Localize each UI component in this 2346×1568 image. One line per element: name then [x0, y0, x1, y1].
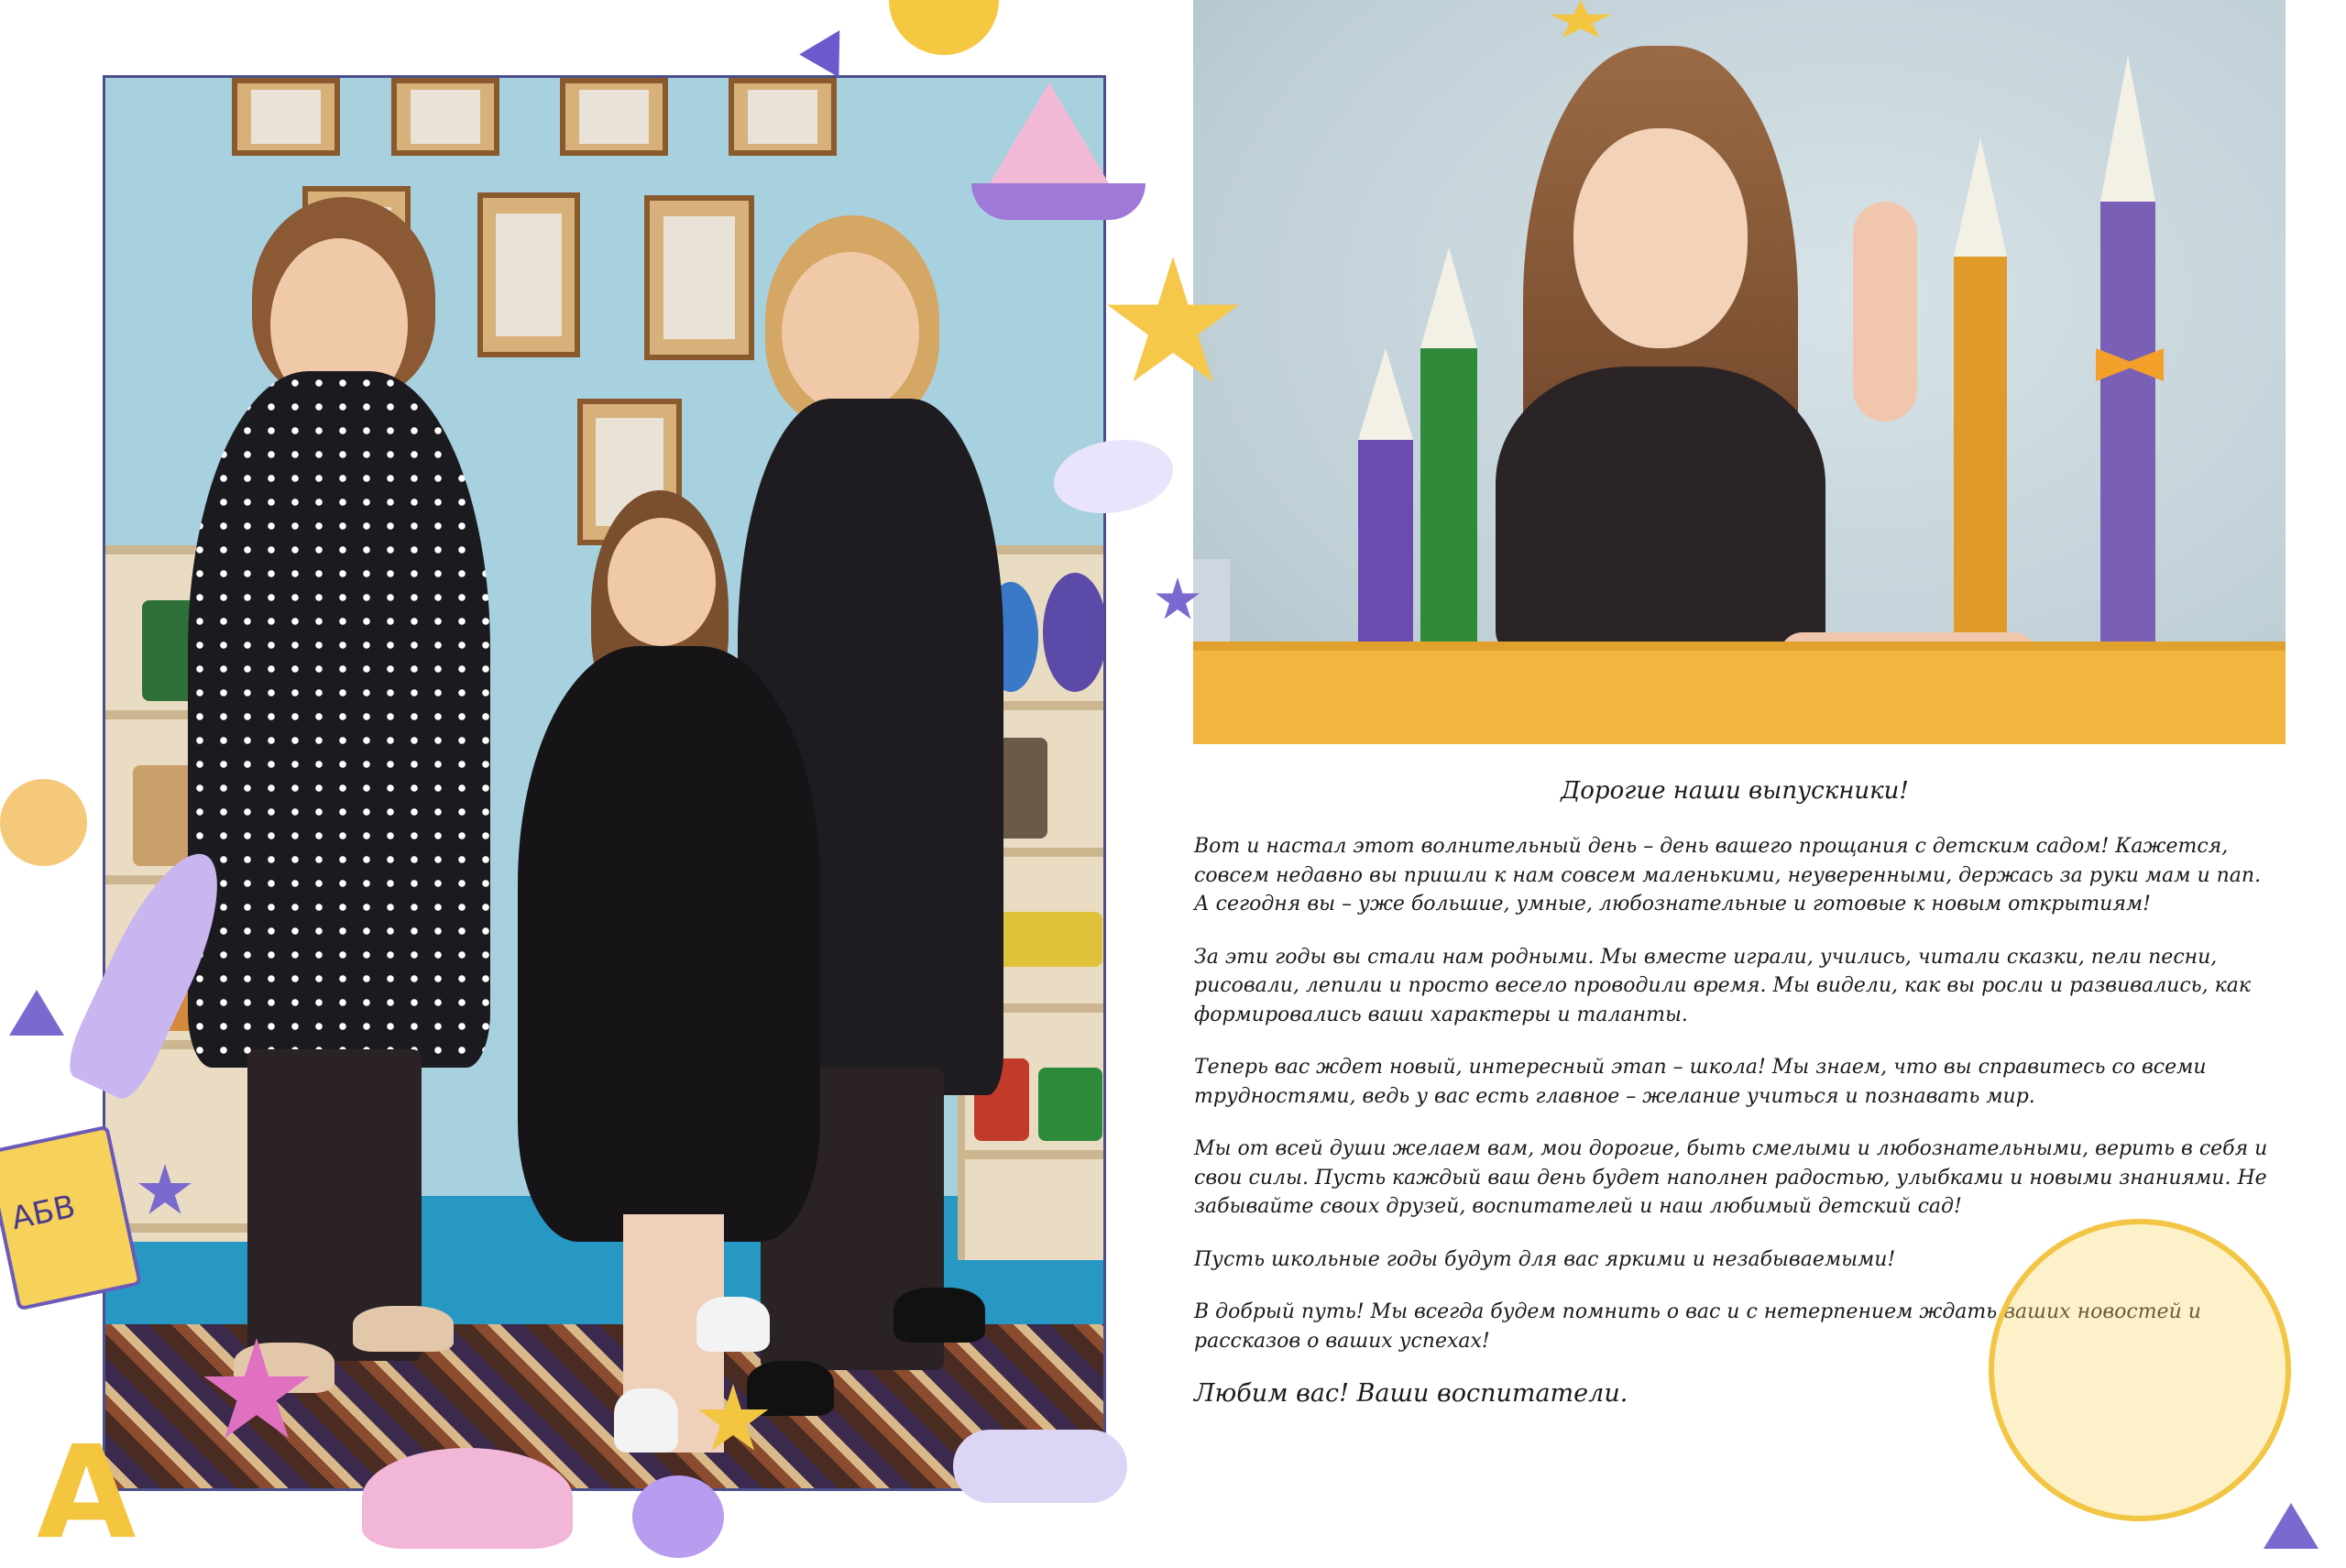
letter-paragraph: Пусть школьные годы будут для вас яркими и незабываемыми!	[1194, 1247, 1896, 1271]
globe-doodle-icon	[1989, 1219, 2291, 1521]
book-letters: АБВ	[7, 1188, 79, 1238]
letter-paragraph: Теперь вас ждет новый, интересный этап – школа! Мы знаем, что вы справитесь со всеми трудностями, ведь у вас есть главное – желание учиться и познавать мир.	[1194, 1056, 2207, 1108]
raised-hand	[1853, 202, 1917, 422]
girl-face	[1573, 128, 1748, 348]
letter-signature: Любим вас! Ваши воспитатели.	[1194, 1379, 1628, 1408]
portrait	[644, 195, 754, 360]
portrait	[560, 78, 668, 156]
girl-dress	[1496, 367, 1825, 660]
triangle-doodle-icon	[9, 990, 64, 1036]
pencil-decoration	[1420, 247, 1477, 660]
portrait	[232, 78, 340, 156]
letter-paragraph: Мы от всей души желаем вам, мои дорогие, быть смелыми и любознательными, верить в себя и свои силы. Пусть каждый ваш день будет наполнен радостью, улыбками и новыми знаниями. Не забывайте своих друзей, воспитателей и наш любимый детский сад!	[1194, 1137, 2268, 1218]
pencil-decoration	[1358, 348, 1413, 660]
kite-doodle-icon	[889, 0, 999, 55]
letter-paragraph: Вот и настал этот волнительный день – день вашего прощания с детским садом! Кажется, совсем недавно вы пришли к нам совсем маленькими, неуверенными, держась за руки мам и пап. А сегодня вы – уже большие, умные, любознательные и готовые к новым открытиям!	[1194, 835, 2262, 916]
letter-paragraph: В добрый путь! Мы всегда будем помнить о вас и с нетерпением ждать ваших новостей и рассказов о ваших успехах!	[1194, 1300, 2201, 1353]
portrait	[729, 78, 837, 156]
triangle-doodle-icon	[799, 19, 860, 78]
graduate-portrait-photo	[1193, 0, 2286, 744]
letter-doodle: А	[37, 1419, 137, 1568]
group-photo	[103, 75, 1106, 1491]
sailboat-doodle-icon	[971, 82, 1146, 229]
apple-doodle-icon	[0, 779, 87, 866]
triangle-doodle-icon	[2264, 1503, 2319, 1549]
pencil-decoration	[1954, 137, 2007, 660]
car-doodle-icon	[362, 1448, 573, 1549]
flower-doodle-icon	[632, 1475, 724, 1558]
letter-paragraph: За эти годы вы стали нам родными. Мы вместе играли, учились, читали сказки, пели песни, рисовали, лепили и просто весело проводили время. Мы видели, как вы росли и развивались, как формировались ваши характеры и таланты.	[1194, 945, 2252, 1026]
portrait	[477, 192, 580, 357]
table	[1193, 651, 2286, 744]
portrait	[391, 78, 499, 156]
letter-title: Дорогие наши выпускники!	[1561, 777, 1909, 805]
plane-doodle-icon	[953, 1430, 1127, 1503]
